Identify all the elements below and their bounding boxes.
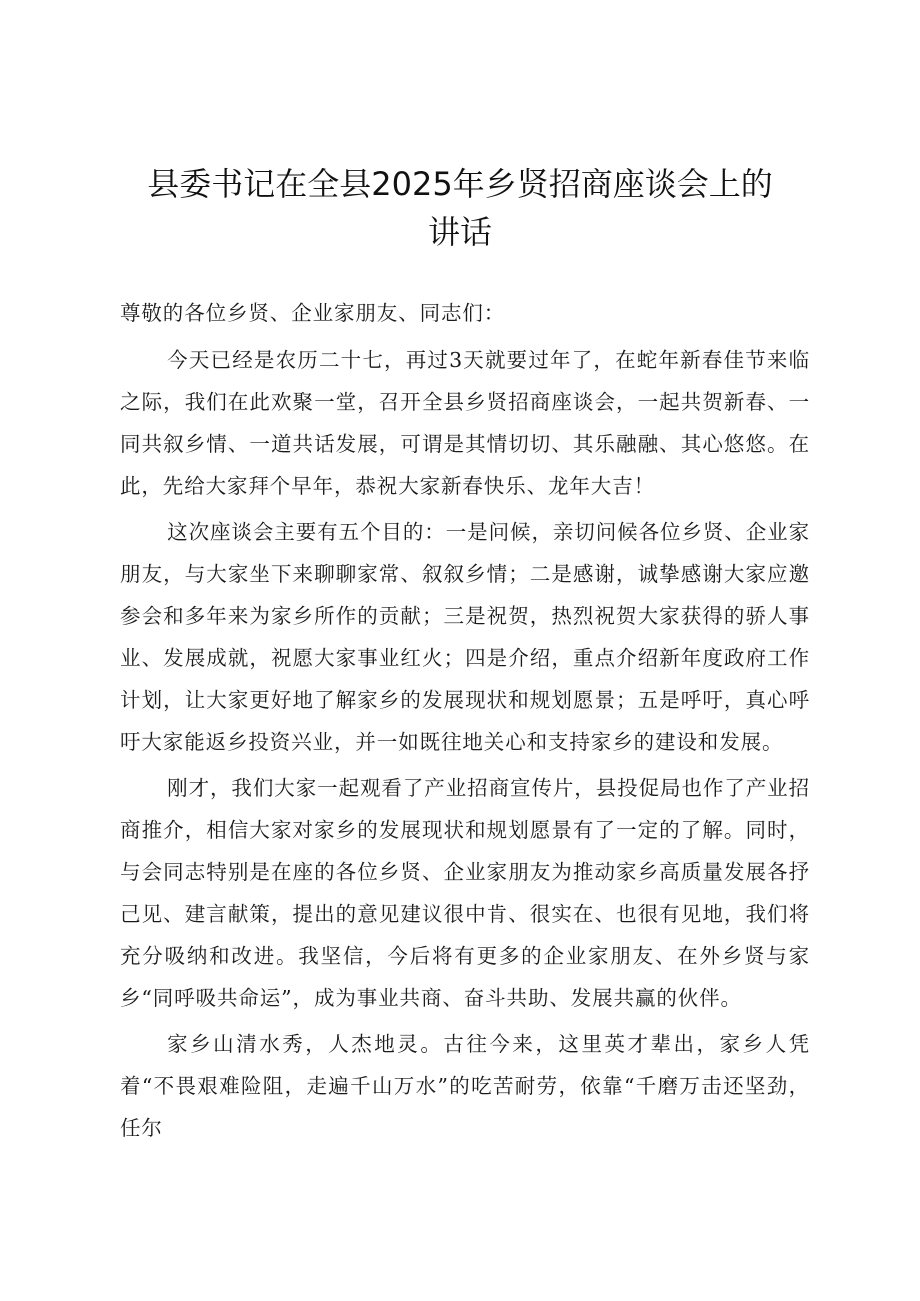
paragraph-2: 这次座谈会主要有五个目的：一是问候，亲切问候各位乡贤、企业家朋友，与大家坐下来聊聊家常、叙叙乡情；二是感谢，诚挚感谢大家应邀参会和多年来为家乡所作的贡献；三是祝贺，热烈祝贺大家获得的骄人事业、发展成就，祝愿大家事业红火；四是介绍，重点介绍新年度政府工作计划，让大家更好地了解家乡的发展现状和规划愿景；五是呼吁，真心呼吁大家能返乡投资兴业，并一如既往地关心和支持家乡的建设和发展。: [120, 520, 810, 754]
document-body: [120, 292, 810, 1149]
paragraph-1: 今天已经是农历二十七，再过3天就要过年了，在蛇年新春佳节来临之际，我们在此欢聚一堂，召开全县乡贤招商座谈会，一起共贺新春、一同共叙乡情、一道共话发展，可谓是其情切切、其乐融融、其心悠悠。在此，先给大家拜个早年，恭祝大家新春快乐、龙年大吉！: [120, 348, 810, 498]
document-title: [120, 160, 800, 256]
paragraph-3: 刚才，我们大家一起观看了产业招商宣传片，县投促局也作了产业招商推介，相信大家对家乡的发展现状和规划愿景有了一定的了解。同时，与会同志特别是在座的各位乡贤、企业家朋友为推动家乡高质量发展各抒己见、建言献策，提出的意见建议很中肯、很实在、也很有见地，我们将充分吸纳和改进。我坚信，今后将有更多的企业家朋友、在外乡贤与家乡“同呼吸共命运”，成为事业共商、奋斗共助、发展共赢的伙伴。: [120, 776, 810, 1010]
salutation: 尊敬的各位乡贤、企业家朋友、同志们：: [120, 301, 506, 325]
paragraph-4: 家乡山清水秀，人杰地灵。古往今来，这里英才辈出，家乡人凭着“不畏艰难险阻，走遍千山万水”的吃苦耐劳，依靠“千磨万击还坚劲，任尔: [120, 1032, 810, 1140]
title-line-2: 讲话: [427, 213, 492, 251]
title-line-1: 县委书记在全县2025年乡贤招商座谈会上的: [147, 165, 773, 203]
